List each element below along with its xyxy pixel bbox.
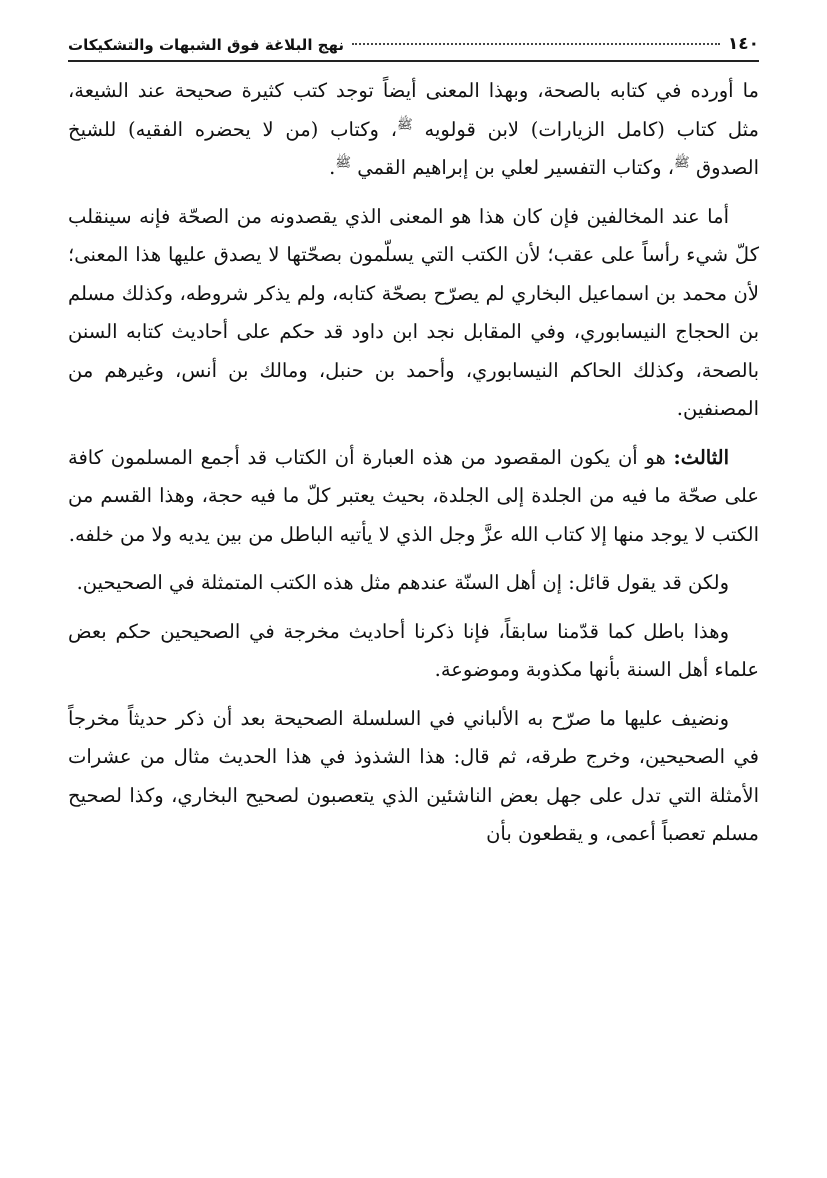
honorific-symbol-icon: ﷺ [335,155,352,171]
honorific-symbol-icon: ﷺ [397,117,413,132]
paragraph-3 [68,439,759,555]
paragraph-1 [68,72,759,188]
paragraph-5: وهذا باطل كما قدّمنا سابقاً، فإنا ذكرنا أحاديث مخرجة في الصحيحين حكم بعض علماء أهل السنة بأنها مكذوبة وموضوعة. [68,619,759,681]
running-title: نهج البلاغة فوق الشبهات والتشكيكات [68,36,345,54]
paragraph-1-part-2: ، وكتاب (من لا يحضره الفقيه) للشيخ الصدوق [68,117,759,179]
body-text [68,72,759,864]
paragraph-1-part-3: ، وكتاب التفسير لعلي بن إبراهيم القمي [351,156,675,179]
paragraph-6: ونضيف عليها ما صرّح به الألباني في السلسلة الصحيحة بعد أن ذكر حديثاً مخرجاً في الصحيحين، وخرج طرقه، ثم قال: هذا الشذوذ في هذا الحديث مثال من عشرات الأمثلة التي تدل على جهل بعض الناشئين الذي يتعصبون لصحيح البخاري، وكذا لصحيح مسلم تعصباً أعمى، و يقطعون بأن [68,706,759,845]
paragraph-3-lead: الثالث: [673,445,729,469]
page-number: ١٤٠ [727,34,759,54]
honorific-symbol-icon: ﷺ [674,155,690,171]
header-dotted-leader [352,43,720,45]
page-header [68,28,759,62]
paragraph-1-part-1: ما أورده في كتابه بالصحة، وبهذا المعنى أيضاً توجد كتب كثيرة صحيحة عند الشيعة، مثل كتاب (كامل الزيارات) لابن قولويه [68,79,759,141]
paragraph-4: ولكن قد يقول قائل: إن أهل السنّة عندهم مثل هذه الكتب المتمثلة في الصحيحين. [76,571,729,594]
paragraph-1-part-4: . [329,156,336,179]
paragraph-2: أما عند المخالفين فإن كان هذا هو المعنى الذي يقصدونه من الصحّة فإنه سينقلب كلّ شيء رأساً على عقب؛ لأن الكتب التي يسلّمون بصحّتها لا يصدق عليها هذا المعنى؛ لأن محمد بن اسماعيل البخاري لم يصرّح بصحّة كتابه، ولم يذكر شروطه، وكذلك مسلم بن الحجاج النيسابوري، وفي المقابل نجد ابن داود قد حكم على أحاديث كتابه السنن بالصحة، وكذلك الحاكم النيسابوري، وأحمد بن حنبل، ومالك بن أنس، وغيرهم من المصنفين. [68,204,759,420]
paragraph-3-text: هو أن يكون المقصود من هذه العبارة أن الكتاب قد أجمع المسلمون كافة على صحّة ما فيه من الجلدة إلى الجلدة، بحيث يعتبر كلّ ما فيه حجة، وهذا القسم من الكتب لا يوجد منها إلا كتاب الله عزَّ وجل الذي لا يأتيه الباطل من بين يديه ولا من خلفه. [68,445,759,546]
